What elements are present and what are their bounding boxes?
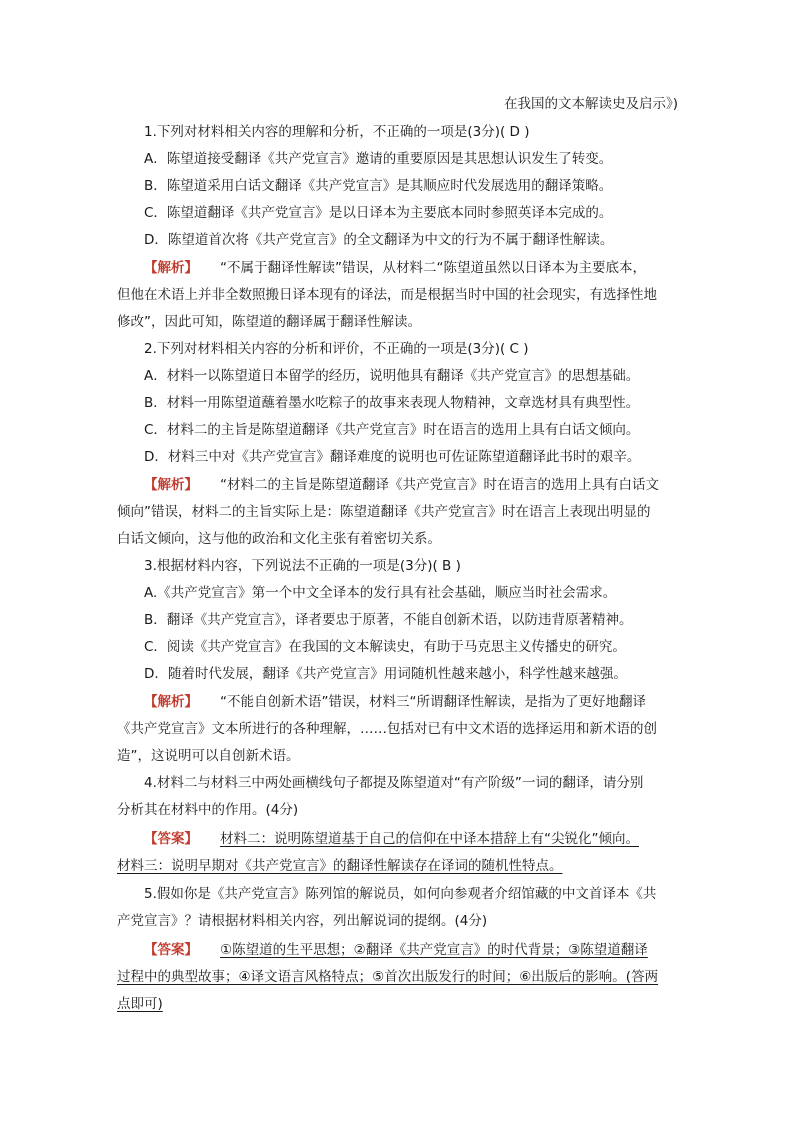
q5-answer-line-1	[144, 940, 648, 960]
q2-option-a: A．材料一以陈望道日本留学的经历，说明他具有翻译《共产党宣言》的思想基础。	[144, 368, 640, 384]
analysis-tag: 【解析】	[144, 477, 198, 493]
answer-text: 材料二：说明陈望道基于自己的信仰在中译本措辞上有“尖锐化”倾向。	[220, 831, 639, 847]
q3-option-c: C．阅读《共产党宣言》在我国的文本解读史，有助于马克思主义传播史的研究。	[144, 639, 626, 655]
answer-tag: 【答案】	[144, 831, 198, 847]
analysis-text: “不能自创新术语”错误，材料三“所谓翻译性解读，是指为了更好地翻译	[220, 694, 646, 710]
q5-answer-line-2: 过程中的典型故事；④译文语言风格特点；⑤首次出版发行的时间；⑥出版后的影响。(答两	[117, 969, 659, 985]
q1-option-d: D．陈望道首次将《共产党宣言》的全文翻译为中文的行为不属于翻译性解读。	[144, 232, 614, 248]
q2-option-c: C．材料二的主旨是陈望道翻译《共产党宣言》时在语言的选用上具有白话文倾向。	[144, 422, 640, 438]
header-fragment: 在我国的文本解读史及启示》)	[503, 96, 678, 112]
analysis-tag: 【解析】	[144, 694, 198, 710]
q4-stem-line-1: 4.材料二与材料三中两处画横线句子都提及陈望道对“有产阶级”一词的翻译，请分别	[144, 775, 644, 791]
q3-analysis-line-2: 《共产党宣言》文本所进行的各种理解，……包括对已有中文术语的选择运用和新术语的创	[117, 721, 657, 737]
q5-stem-line-1: 5.假如你是《共产党宣言》陈列馆的解说员，如何向参观者介绍馆藏的中文首译本《共	[144, 886, 657, 902]
q3-analysis-line-3: 造”，这说明可以自创新术语。	[117, 748, 300, 764]
q2-analysis-line-3: 白话文倾向，这与他的政治和文化主张有着密切关系。	[117, 531, 441, 547]
q1-analysis-line-1	[144, 258, 646, 278]
q4-answer-line-2: 材料三：说明早期对《共产党宣言》的翻译性解读存在译词的随机性特点。	[117, 858, 563, 874]
q3-analysis-line-1	[144, 692, 646, 712]
q1-option-a: A．陈望道接受翻译《共产党宣言》邀请的重要原因是其思想认识发生了转变。	[144, 151, 613, 167]
q2-option-d: D．材料三中对《共产党宣言》翻译难度的说明也可佐证陈望道翻译此书时的艰辛。	[144, 449, 641, 465]
analysis-tag: 【解析】	[144, 260, 198, 276]
q1-stem: 1.下列对材料相关内容的理解和分析，不正确的一项是(3分)( D )	[144, 124, 530, 140]
q2-analysis-line-2: 倾向”错误，材料二的主旨实际上是：陈望道翻译《共产党宣言》时在语言上表现出明显的	[117, 504, 651, 520]
q1-option-b: B．陈望道采用白话文翻译《共产党宣言》是其顺应时代发展选用的翻译策略。	[144, 178, 613, 194]
q1-analysis-line-3: 修改”，因此可知，陈望道的翻译属于翻译性解读。	[117, 314, 421, 330]
q3-option-d: D．随着时代发展，翻译《共产党宣言》用词随机性越来越小，科学性越来越强。	[144, 666, 627, 682]
q2-analysis-line-1	[144, 475, 659, 495]
answer-tag: 【答案】	[144, 942, 198, 958]
q5-answer-line-3: 点即可)	[117, 996, 163, 1012]
q5-stem-line-2: 产党宣言》？请根据材料相关内容，列出解说词的提纲。(4分)	[117, 913, 488, 929]
q2-stem: 2.下列对材料相关内容的分析和评价，不正确的一项是(3分)( C )	[144, 341, 529, 357]
analysis-text: “不属于翻译性解读”错误，从材料二“陈望道虽然以日译本为主要底本，	[220, 260, 646, 276]
q3-stem: 3.根据材料内容，下列说法不正确的一项是(3分)( B )	[144, 558, 461, 574]
q3-option-b: B．翻译《共产党宣言》，译者要忠于原著，不能自创新术语，以防违背原著精神。	[144, 612, 633, 628]
q4-answer-line-1	[144, 829, 639, 849]
q4-stem-line-2: 分析其在材料中的作用。(4分)	[117, 802, 299, 818]
q1-option-c: C．陈望道翻译《共产党宣言》是以日译本为主要底本同时参照英译本完成的。	[144, 205, 613, 221]
q2-option-b: B．材料一用陈望道蘸着墨水吃粽子的故事来表现人物精神，文章选材具有典型性。	[144, 395, 640, 411]
answer-text: ①陈望道的生平思想；②翻译《共产党宣言》的时代背景；③陈望道翻译	[220, 942, 648, 958]
q3-option-a: A.《共产党宣言》第一个中文全译本的发行具有社会基础，顺应当时社会需求。	[144, 585, 617, 601]
analysis-text: “材料二的主旨是陈望道翻译《共产党宣言》时在语言的选用上具有白话文	[220, 477, 659, 493]
q1-analysis-line-2: 但他在术语上并非全数照搬日译本现有的译法，而是根据当时中国的社会现实，有选择性地	[117, 287, 657, 303]
